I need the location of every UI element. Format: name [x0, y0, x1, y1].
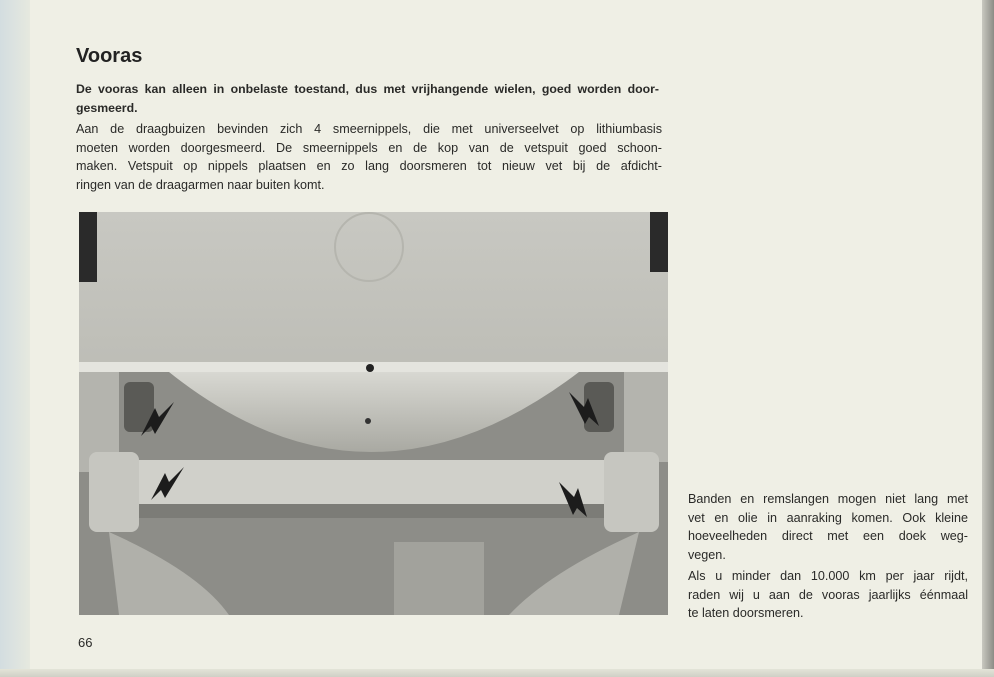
lead-paragraph [76, 80, 659, 117]
page-number: 66 [78, 635, 93, 650]
page-edge-left [0, 0, 30, 677]
text-line: hoeveelheden direct met een doek weg- [688, 529, 968, 543]
text-line: ringen van de draagarmen naar buiten komt. [76, 177, 325, 192]
text-line: Als u minder dan 10.000 km per jaar rijdt, [688, 569, 968, 583]
text-line: te laten doorsmeren. [688, 606, 804, 620]
text-line: maken. Vetspuit op nippels plaatsen en zo lang doorsmeren tot nieuw vet bij de afdicht- [76, 159, 662, 173]
text-line: Aan de draagbuizen bevinden zich 4 smeernippels, die met universeelvet op lithiumbasis [76, 122, 662, 136]
text-line: gesmeerd. [76, 100, 138, 115]
section-title: Vooras [76, 45, 143, 67]
front-axle-photo [79, 212, 668, 615]
side-note-tires [688, 490, 968, 564]
text-line: moeten worden doorgesmeerd. De smeernippels en de kop van de vetspuit goed schoon- [76, 140, 662, 155]
text-line: vet en olie in aanraking komen. Ook kleine [688, 510, 968, 525]
front-axle-illustration [79, 212, 668, 615]
text-line: raden wij u aan de vooras jaarlijks éénmaal [688, 587, 968, 602]
text-line: De vooras kan alleen in onbelaste toestand, dus met vrijhangende wielen, goed worden door- [76, 82, 659, 96]
body-paragraph [76, 120, 662, 194]
page-edge-bottom [0, 669, 994, 677]
page-edge-right [982, 0, 994, 677]
text-line: Banden en remslangen mogen niet lang met [688, 492, 968, 506]
side-note-mileage [688, 567, 968, 623]
text-line: vegen. [688, 547, 726, 562]
